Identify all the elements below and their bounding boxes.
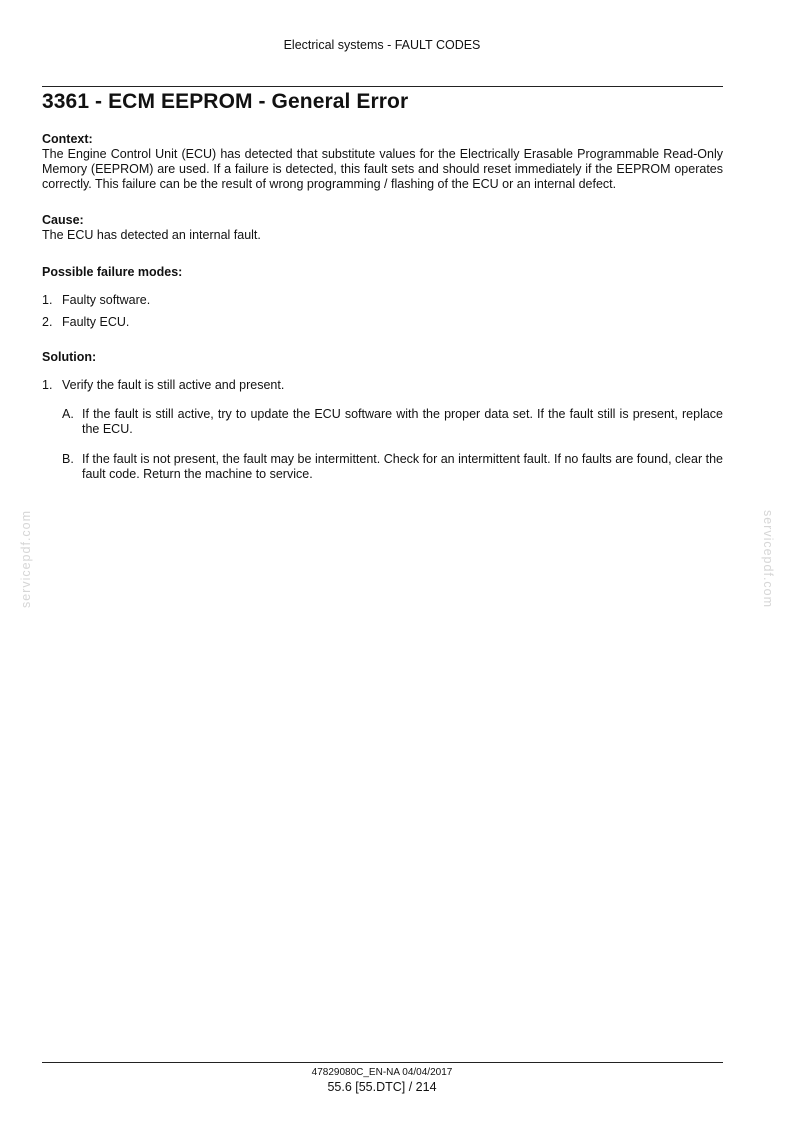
footer-divider	[42, 1062, 723, 1063]
step-text: Verify the fault is still active and present.	[62, 378, 285, 392]
context-label: Context:	[42, 132, 93, 146]
list-text: Faulty software.	[62, 293, 151, 307]
footer-document-id: 47829080C_EN-NA 04/04/2017	[311, 1067, 453, 1078]
cause-text: The ECU has detected an internal fault.	[42, 228, 261, 242]
page-title: 3361 - ECM EEPROM - General Error	[42, 90, 409, 113]
context-section	[42, 132, 723, 192]
cause-section	[42, 213, 723, 243]
substep-letter: A.	[62, 407, 74, 421]
watermark-left: servicepdf.com	[19, 509, 33, 609]
list-text: Faulty ECU.	[62, 315, 130, 329]
solution-substep	[62, 407, 723, 437]
list-number: 2.	[42, 315, 53, 329]
substep-text: If the fault is not present, the fault may be intermittent. Check for an intermittent fault. If no faults are found, clear the fault code. Return the machine to service.	[82, 452, 723, 481]
step-number: 1.	[42, 378, 53, 392]
failure-modes-label: Possible failure modes:	[42, 265, 183, 279]
substep-letter: B.	[62, 452, 74, 466]
substep-text: If the fault is still active, try to update the ECU software with the proper data set. If the fault still is present, replace the ECU.	[82, 407, 723, 436]
running-header: Electrical systems - FAULT CODES	[283, 38, 481, 52]
footer-page-reference: 55.6 [55.DTC] / 214	[327, 1080, 437, 1094]
header-divider	[42, 86, 723, 87]
cause-label: Cause:	[42, 213, 84, 227]
watermark-right: servicepdf.com	[761, 509, 775, 609]
solution-section	[42, 350, 723, 365]
list-number: 1.	[42, 293, 53, 307]
solution-substep	[62, 452, 723, 482]
solution-label: Solution:	[42, 350, 97, 364]
failure-modes-section	[42, 265, 723, 280]
context-text: The Engine Control Unit (ECU) has detected that substitute values for the Electrically Erasable Programmable Read-Only Memory (EEPROM) are used. If a failure is detected, this fault sets and should reset immediately if the EEPROM operates correctly. This failure can be the result of wrong programming / flashing of the ECU or an internal defect.	[42, 147, 723, 191]
